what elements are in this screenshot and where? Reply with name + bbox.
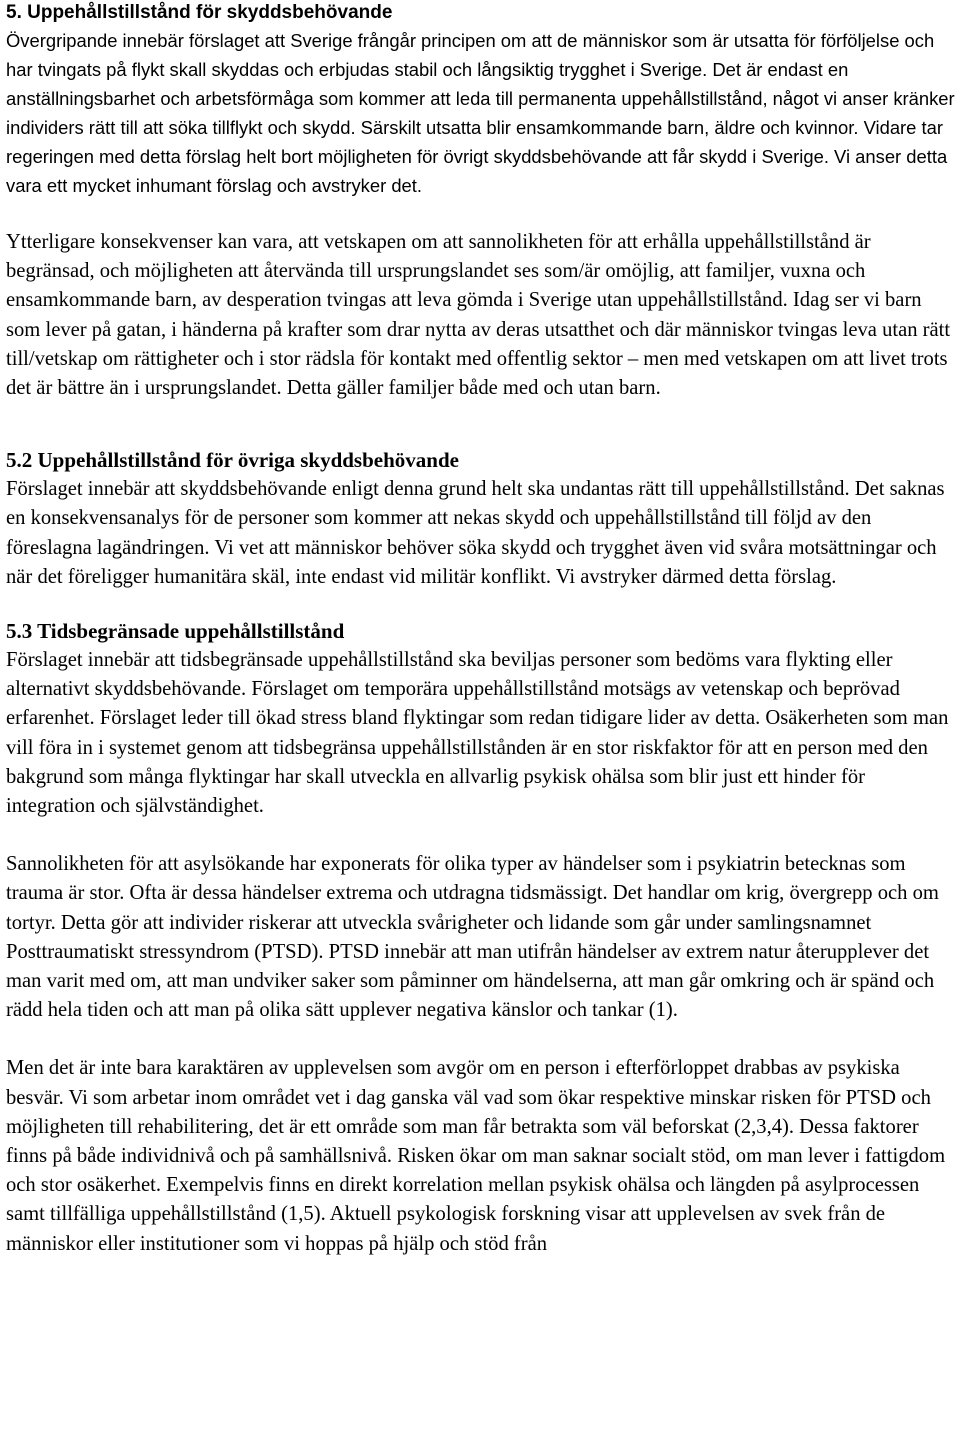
paragraph: Men det är inte bara karaktären av upplevelsen som avgör om en person i efterförloppet drabbas av psykiska besvär. Vi som arbetar inom området vet i dag ganska väl vad som ökar respektive minskar risken för PTSD och möjligheten till rehabilitering, det är ett område som man får betrakta som väl beforskat (2,3,4). Dessa faktorer finns på både individnivå och på samhällsnivå. Risken ökar om man saknar socialt stöd, om man lever i fattigdom och stor osäkerhet. Exempelvis finns en direkt korrelation mellan psykisk ohälsa och längden på asylprocessen samt tillfälliga uppehållstillstånd (1,5). Aktuell psykologisk forskning visar att upplevelsen av svek från de människor eller institutioner som vi hoppas på hjälp och stöd från (6, 1057, 946, 1255)
paragraph: Förslaget innebär att skyddsbehövande enligt denna grund helt ska undantas rätt till uppehållstillstånd. Det saknas en konsekvensanalys för de personer som kommer att nekas skydd och uppehållstillstånd till följd av den föreslagna lagändringen. Vi vet att människor behöver söka skydd och trygghet även vid svåra motsättningar och när det föreligger humanitära skäl, inte endast vid militär konflikt. Vi avstryker därmed detta förslag. (6, 478, 945, 588)
section-heading: 5.2 Uppehållstillstånd för övriga skyddsbehövande (6, 448, 459, 473)
paragraph: Övergripande innebär förslaget att Sverige frångår principen om att de människor som är utsatta för förföljelse och har tvingats på flykt skall skyddas och erbjudas stabil och långsiktig trygghet i Sverige. Det är endast en anställningsbarhet och arbetsförmåga som kommer att leda till permanenta uppehållstillstånd, något vi anser kränker individers rätt till att söka tillflykt och skydd. Särskilt utsatta blir ensamkommande barn, äldre och kvinnor. Vidare tar regeringen med detta förslag helt bort möjligheten för övrigt skyddsbehövande att får skydd i Sverige. Vi anser detta vara ett mycket inhumant förslag och avstryker det. (6, 30, 955, 196)
paragraph-spacer (6, 200, 956, 228)
document-page (6, 0, 956, 1259)
paragraph-spacer (6, 1025, 956, 1054)
paragraph: Ytterligare konsekvenser kan vara, att vetskapen om att sannolikheten för att erhålla uppehållstillstånd är begränsad, och möjligheten att återvända till ursprungslandet ses som/är omöjlig, att familjer, vuxna och ensamkommande barn, av desperation tvingas att leva gömda i Sverige utan uppehållstillstånd. Idag ser vi barn som lever på gatan, i händerna på krafter som drar nytta av deras utsatthet och där människor tvingas leva utan rätt till/vetskap om rättigheter och i stor rädsla för kontakt med offentlig sektor – men med vetskapen om att livet trots det är bättre än i ursprungslandet. Detta gäller familjer både med och utan barn. (6, 231, 951, 400)
section-heading: 5.3 Tidsbegränsade uppehållstillstånd (6, 619, 345, 644)
section-5-2 (6, 445, 956, 592)
section-5 (6, 0, 956, 403)
paragraph: Förslaget innebär att tidsbegränsade uppehållstillstånd ska beviljas personer som bedöms vara flykting eller alternativt skyddsbehövande. Förslaget om temporära uppehållstillstånd motsägs av vetenskap och beprövad erfarenhet. Förslaget leder till ökad stress bland flyktingar som redan tidigare lider av detta. Osäkerheten som man vill föra in i systemet genom att tidsbegränsa uppehållstillstånden är en stor riskfaktor för att en person med den bakgrund som många flyktingar har skall utveckla en allvarlig psykisk ohälsa som blir just ett hinder för integration och självständighet. (6, 649, 949, 818)
paragraph-spacer (6, 821, 956, 850)
paragraph: Sannolikheten för att asylsökande har exponerats för olika typer av händelser som i psykiatrin betecknas som trauma är stor. Ofta är dessa händelser extrema och utdragna tidsmässigt. Det handlar om krig, övergrepp och om tortyr. Detta gör att individer riskerar att utveckla svårigheter och lidande som går under samlingsnamnet Posttraumatiskt stressyndrom (PTSD). PTSD innebär att man utifrån händelser av extrem natur återupplever det man varit med om, att man undviker saker som påminner om händelserna, att man går omkring och är spänd och rädd hela tiden och att man på olika sätt upplever negativa känslor och tankar (1). (6, 853, 939, 1022)
section-spacer (6, 403, 956, 445)
section-heading: 5. Uppehållstillstånd för skyddsbehövande (6, 2, 393, 23)
section-spacer (6, 592, 956, 616)
section-5-3 (6, 616, 956, 1259)
